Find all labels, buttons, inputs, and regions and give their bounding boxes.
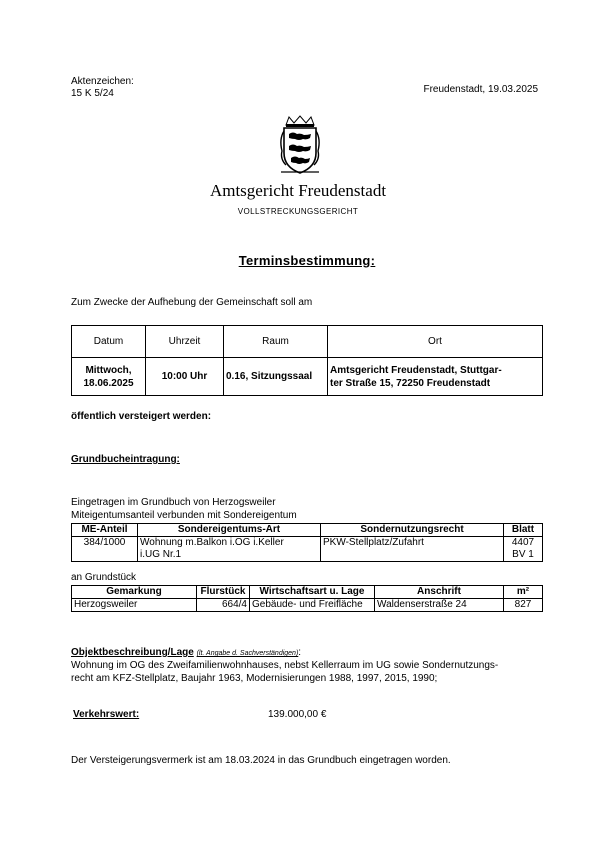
court-department: VOLLSTRECKUNGSGERICHT <box>237 207 359 216</box>
court-name: Amtsgericht Freudenstadt <box>209 181 387 200</box>
special-use-value: PKW-Stellplatz/Zufahrt <box>321 537 504 562</box>
plot-row <box>72 599 543 612</box>
col-header-sheet: Blatt <box>504 524 543 537</box>
land-register-line2: Miteigentumsanteil verbunden mit Sondereigentum <box>71 510 297 521</box>
usage-value: Gebäude- und Freifläche <box>250 599 375 612</box>
col-header-district: Gemarkung <box>72 586 197 599</box>
object-heading: Objektbeschreibung/Lage <box>71 647 194 658</box>
col-header-place: Ort <box>328 326 543 358</box>
coat-of-arms-icon <box>278 115 322 175</box>
property-type-value: Wohnung m.Balkon i.OG i.Keller i.UG Nr.1 <box>138 537 321 562</box>
district-value: Herzogsweiler <box>72 599 197 612</box>
file-number-block <box>71 76 134 100</box>
parcel-value: 664/4 <box>197 599 250 612</box>
market-value-label: Verkehrswert: <box>73 709 140 720</box>
object-description-line1: Wohnung im OG des Zweifamilienwohnhauses, nebst Kellerraum im UG sowie Sondernutzungs- <box>71 660 499 671</box>
col-header-usage: Wirtschaftsart u. Lage <box>250 586 375 599</box>
object-heading-line <box>71 647 301 660</box>
col-header-date: Datum <box>72 326 146 358</box>
col-header-parcel: Flurstück <box>197 586 250 599</box>
col-header-room: Raum <box>224 326 328 358</box>
plot-header-row <box>72 586 543 599</box>
sheet-value: 4407 BV 1 <box>504 537 543 562</box>
appointment-place: Amtsgericht Freudenstadt, Stuttgar- ter Straße 15, 72250 Freudenstadt <box>328 358 543 396</box>
appointment-value-row <box>72 358 543 396</box>
col-header-property-type: Sondereigentums-Art <box>138 524 321 537</box>
file-number: 15 K 5/24 <box>71 88 114 99</box>
object-heading-colon: : <box>298 647 302 658</box>
ownership-header-row <box>72 524 543 537</box>
area-value: 827 <box>504 599 543 612</box>
land-register-line1: Eingetragen im Grundbuch von Herzogsweiler <box>71 497 276 508</box>
col-header-time: Uhrzeit <box>146 326 224 358</box>
col-header-special-use: Sondernutzungsrecht <box>321 524 504 537</box>
plot-table <box>71 585 543 612</box>
col-header-area: m² <box>504 586 543 599</box>
ownership-row <box>72 537 543 562</box>
appointment-room: 0.16, Sitzungssaal <box>224 358 328 396</box>
file-number-label: Aktenzeichen: <box>71 76 134 87</box>
court-name-block <box>0 181 596 216</box>
auction-phrase: öffentlich versteigert werden: <box>71 411 212 422</box>
registration-note: Der Versteigerungsvermerk ist am 18.03.2024 in das Grundbuch eingetragen worden. <box>71 755 451 766</box>
document-title: Terminsbestimmung: <box>238 253 376 268</box>
market-value-amount: 139.000,00 € <box>268 709 327 720</box>
plot-intro: an Grundstück <box>71 572 137 583</box>
ownership-table <box>71 523 543 562</box>
appointment-header-row <box>72 326 543 358</box>
appointment-date: Mittwoch, 18.06.2025 <box>72 358 146 396</box>
land-register-heading: Grundbucheintragung: <box>71 454 180 465</box>
appointment-table <box>71 325 543 396</box>
col-header-address: Anschrift <box>375 586 504 599</box>
appointment-time: 10:00 Uhr <box>146 358 224 396</box>
col-header-share: ME-Anteil <box>72 524 138 537</box>
address-value: Waldenserstraße 24 <box>375 599 504 612</box>
object-heading-note: (lt. Angabe d. Sachverständigen) <box>196 650 299 657</box>
place-date: Freudenstadt, 19.03.2025 <box>423 84 538 95</box>
object-description-line2: recht am KFZ-Stellplatz, Baujahr 1963, Modernisierungen 1988, 1997, 2015, 1990; <box>71 673 438 684</box>
share-value: 384/1000 <box>72 537 138 562</box>
intro-text: Zum Zwecke der Aufhebung der Gemeinschaft soll am <box>71 297 313 308</box>
